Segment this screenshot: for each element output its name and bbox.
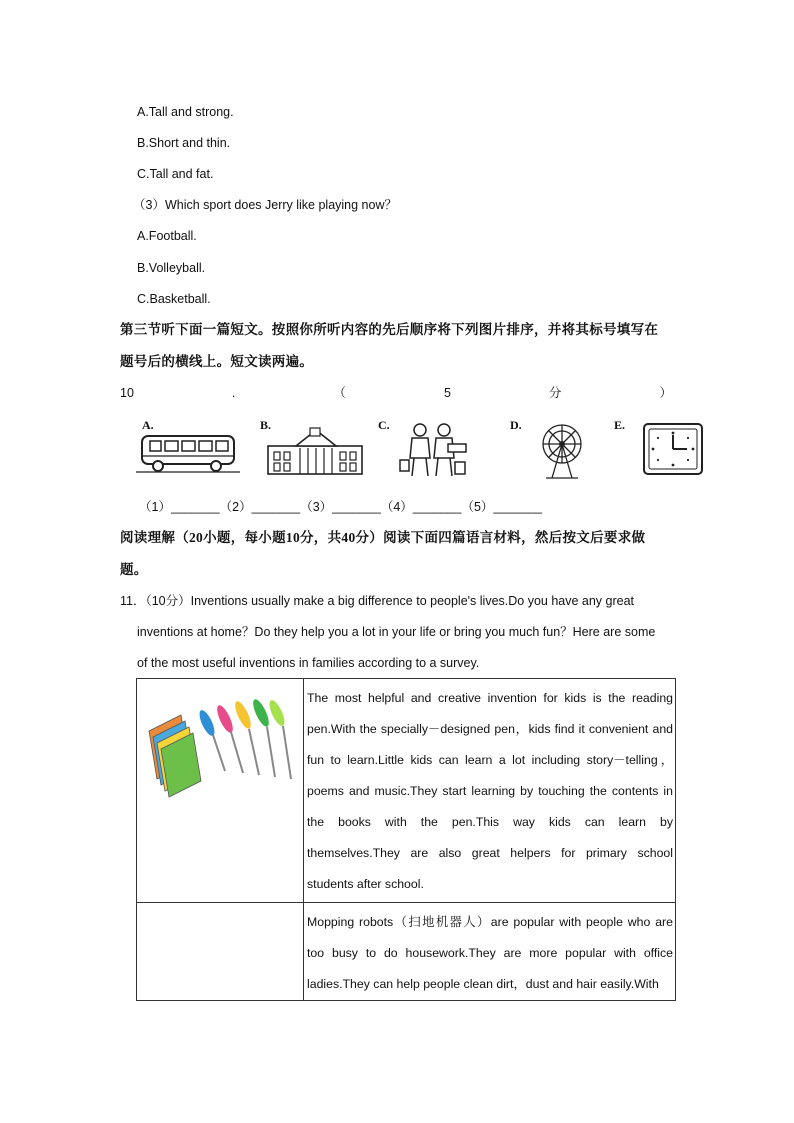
reading-pen-description: The most helpful and creative invention for kids is the reading pen.With the specially－designed pen，kids find it convenient and fun to learn.Little kids can learn a lot including story－telling，poems and music.They start learning by touching the contents in the books with the pen.This way kids can learn by themselves.They are also great helpers for primary school students after school. (304, 679, 676, 903)
reading-pen-icon (141, 693, 301, 803)
picture-label-b: B. (260, 418, 272, 432)
question-11-intro: 11．（10分）Inventions usually make a big difference to people's lives.Do you have any great (120, 594, 635, 608)
clock-icon (642, 422, 704, 476)
picture-options (136, 416, 716, 482)
inventions-table (136, 678, 676, 1001)
score-paren-open: （ (333, 386, 346, 400)
ferris-wheel-icon (540, 416, 584, 482)
option-c: C.Tall and fat. (137, 167, 214, 181)
question-dot: . (231, 386, 236, 400)
question-number: 10 (120, 386, 134, 400)
question-11-intro: inventions at home？Do they help you a lot in your life or bring you much fun？Here are some (137, 625, 656, 639)
building-icon (266, 426, 364, 478)
bus-icon (136, 428, 241, 478)
mopping-robot-image-cell (137, 903, 304, 1001)
score-value: 5 (443, 386, 451, 400)
section-3-instruction: 第三节听下面一篇短文。按照你所听内容的先后顺序将下列图片排序，并将其标号填写在 (120, 322, 659, 337)
table-row (137, 679, 676, 903)
section-3-instruction-cont: 题号后的横线上。短文读两遍。 (120, 354, 314, 369)
answer-blanks: （1）_______（2）_______（3）_______（4）_______（5）_______ (139, 500, 543, 514)
option-a: A.Football. (137, 229, 197, 243)
option-a: A.Tall and strong. (137, 105, 234, 119)
question-3: （3）Which sport does Jerry like playing now？ (133, 198, 397, 212)
shopping-people-icon (398, 420, 470, 480)
reading-pen-image-cell (137, 679, 304, 903)
score-unit: 分 (548, 386, 562, 400)
picture-label-e: E. (614, 418, 626, 432)
question-11-intro: of the most useful inventions in families according to a survey. (137, 656, 480, 670)
reading-section-instruction: 阅读理解（20小题，每小题10分，共40分）阅读下面四篇语言材料，然后按文后要求做 (120, 530, 646, 545)
table-row (137, 903, 676, 1001)
question-10-header (120, 383, 672, 403)
score-paren-close: ） (659, 386, 672, 400)
option-c: C.Basketball. (137, 292, 211, 306)
option-b: B.Volleyball. (137, 261, 206, 275)
reading-section-instruction-cont: 题。 (120, 562, 148, 577)
option-b: B.Short and thin. (137, 136, 231, 150)
mopping-robot-description: Mopping robots（扫地机器人）are popular with people who are too busy to do housework.They are more popular with office ladies.They can help people clean dirt，dust and hair easily.With (304, 903, 676, 1001)
picture-label-a: A. (142, 418, 154, 432)
picture-label-c: C. (378, 418, 390, 432)
picture-label-d: D. (510, 418, 522, 432)
